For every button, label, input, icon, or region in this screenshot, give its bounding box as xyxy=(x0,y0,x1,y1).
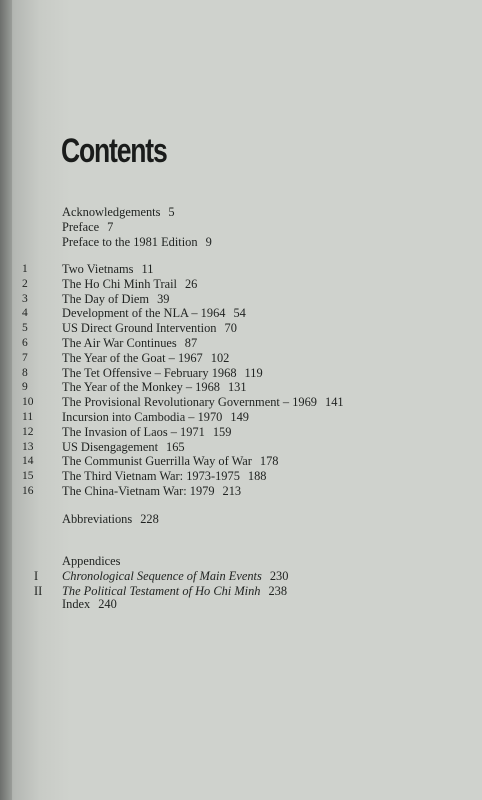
chapter-entry xyxy=(22,292,344,307)
chapter-title: The Provisional Revolutionary Government – 1969 xyxy=(62,395,318,410)
chapter-number: 11 xyxy=(22,410,34,423)
toc-page-number: 70 xyxy=(224,321,237,336)
chapter-entry xyxy=(22,306,344,321)
chapter-number: 5 xyxy=(22,322,28,335)
toc-entry xyxy=(62,220,212,235)
chapter-title: The Communist Guerrilla Way of War xyxy=(62,454,252,469)
toc-entry-label: Preface xyxy=(62,219,100,234)
appendix-number: I xyxy=(34,568,39,583)
appendices-heading: Appendices xyxy=(62,554,121,568)
chapter-entry xyxy=(22,454,344,469)
chapter-number: 6 xyxy=(22,336,28,349)
chapter-title: Development of the NLA – 1964 xyxy=(62,306,226,321)
chapter-entry xyxy=(22,262,344,277)
toc-entry-label: Acknowledgements xyxy=(62,205,161,219)
toc-page-number: 240 xyxy=(98,597,117,611)
chapter-number: 9 xyxy=(22,381,28,394)
toc-page-number: 159 xyxy=(212,424,232,439)
toc-entry-label: Index xyxy=(62,597,91,611)
toc-page-number: 131 xyxy=(227,380,247,395)
toc-page-number: 238 xyxy=(268,583,288,598)
toc-page-number: 188 xyxy=(247,469,267,484)
toc-page-number: 7 xyxy=(107,219,114,234)
chapter-title: The China-Vietnam War: 1979 xyxy=(62,483,215,498)
chapter-title: The Tet Offensive – February 1968 xyxy=(62,365,237,380)
chapter-number: 14 xyxy=(22,455,34,468)
book-spine-shadow xyxy=(0,0,12,800)
chapter-entry xyxy=(22,395,344,410)
chapter-title: The Year of the Goat – 1967 xyxy=(62,350,203,365)
chapter-title: The Day of Diem xyxy=(62,291,150,306)
chapter-number: 8 xyxy=(22,366,28,379)
chapter-entry xyxy=(22,469,344,484)
appendix-title: The Political Testament of Ho Chi Minh xyxy=(62,583,261,598)
chapter-number: 4 xyxy=(22,307,28,320)
chapter-title: Incursion into Cambodia – 1970 xyxy=(62,409,223,424)
appendix-entry xyxy=(22,569,288,584)
toc-page-number: 141 xyxy=(325,395,344,410)
chapter-number: 13 xyxy=(22,440,34,453)
chapter-number: 2 xyxy=(22,277,28,290)
chapter-title: US Direct Ground Intervention xyxy=(62,321,217,336)
chapter-number: 16 xyxy=(22,484,34,497)
page-title: Contents xyxy=(61,132,167,170)
chapter-entry xyxy=(22,440,344,455)
chapter-entry xyxy=(22,380,344,395)
chapter-number: 15 xyxy=(22,470,34,483)
index-entry xyxy=(62,597,117,612)
toc-page-number: 230 xyxy=(269,568,289,583)
chapter-entry xyxy=(22,366,344,381)
toc-entry xyxy=(62,235,212,250)
toc-page-number: 178 xyxy=(259,454,279,469)
chapter-title: The Ho Chi Minh Trail xyxy=(62,276,177,291)
toc-page-number: 149 xyxy=(230,409,249,424)
chapter-entry xyxy=(22,410,344,425)
toc-page-number: 165 xyxy=(166,439,185,454)
chapter-number: 1 xyxy=(22,263,28,275)
toc-page-number: 39 xyxy=(157,291,170,306)
front-matter-list xyxy=(62,205,212,249)
toc-page-number: 102 xyxy=(210,350,230,365)
chapter-entry xyxy=(22,425,344,440)
chapter-title: US Disengagement xyxy=(62,439,159,454)
chapter-entry xyxy=(22,351,344,366)
chapter-title: Two Vietnams xyxy=(62,262,134,276)
chapter-number: 10 xyxy=(22,396,34,409)
toc-page-number: 11 xyxy=(141,262,154,276)
chapter-title: The Air War Continues xyxy=(62,335,177,350)
chapter-entry xyxy=(22,321,344,336)
toc-entry xyxy=(62,512,159,527)
toc-page-number: 87 xyxy=(184,335,198,350)
abbreviations-entry xyxy=(62,512,159,527)
toc-page-number: 119 xyxy=(244,365,263,380)
toc-entry-label: Preface to the 1981 Edition xyxy=(62,234,198,249)
toc-entry-label: Abbreviations xyxy=(62,512,133,526)
toc-page-number: 26 xyxy=(184,276,198,291)
toc-page-number: 54 xyxy=(233,306,246,321)
chapter-entry xyxy=(22,484,344,499)
chapter-entry xyxy=(22,336,344,351)
toc-page-number: 213 xyxy=(222,483,242,498)
chapter-title: The Invasion of Laos – 1971 xyxy=(62,424,205,439)
appendices-section xyxy=(22,554,288,598)
appendix-title: Chronological Sequence of Main Events xyxy=(62,568,262,583)
chapter-number: 7 xyxy=(22,351,28,364)
appendix-number: II xyxy=(34,583,43,598)
toc-page-number: 5 xyxy=(168,205,175,219)
chapter-number: 3 xyxy=(22,292,28,305)
toc-entry xyxy=(62,205,212,220)
toc-page-number: 9 xyxy=(205,234,212,249)
chapter-entry xyxy=(22,277,344,292)
chapter-list xyxy=(22,262,344,499)
chapter-number: 12 xyxy=(22,425,34,438)
toc-page-number: 228 xyxy=(140,512,159,526)
toc-entry xyxy=(62,597,117,612)
chapter-title: The Third Vietnam War: 1973-1975 xyxy=(62,469,240,484)
chapter-title: The Year of the Monkey – 1968 xyxy=(62,380,220,395)
